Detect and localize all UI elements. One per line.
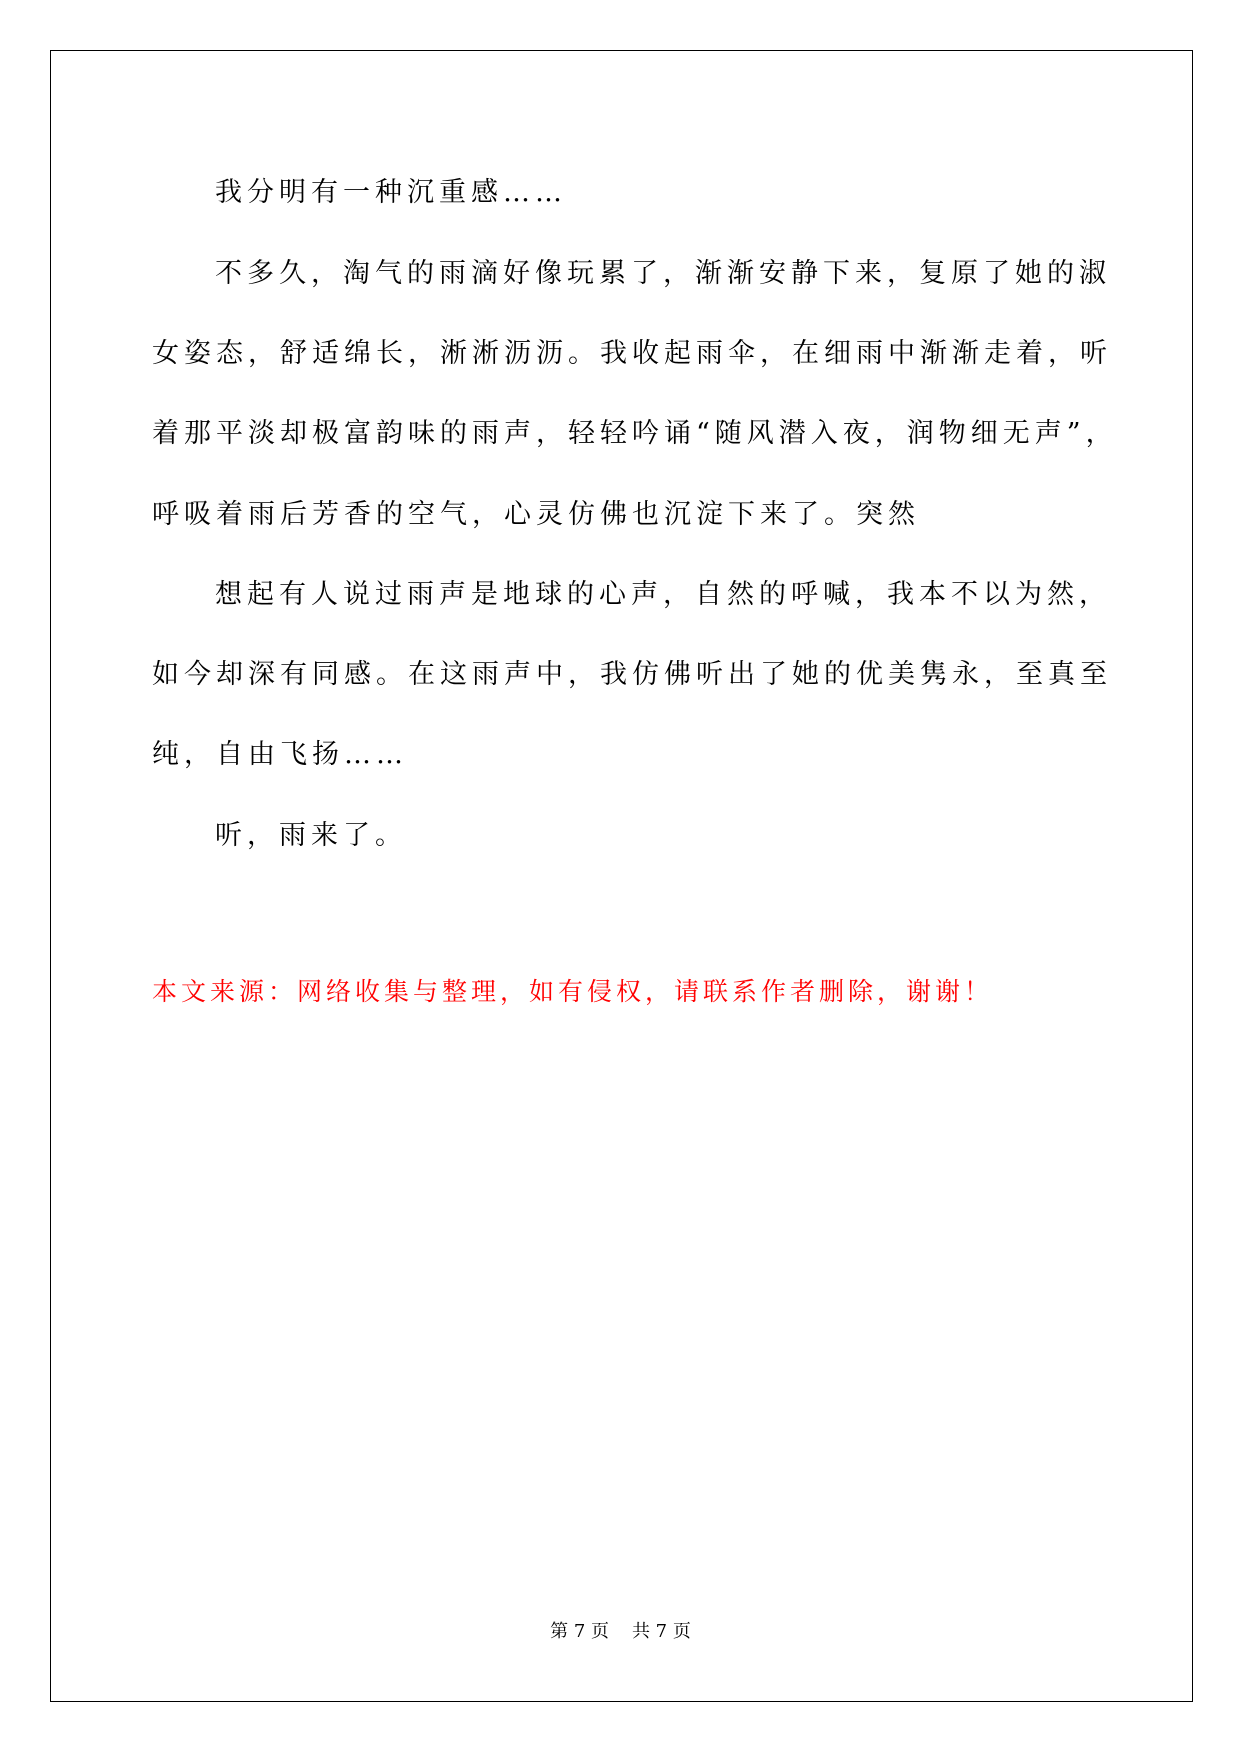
page-number-footer: 第 7 页 共 7 页 xyxy=(550,1621,691,1642)
text-line-3: 女姿态，舒适绵长，淅淅沥沥。我收起雨伞，在细雨中渐渐走着，听 xyxy=(152,338,1112,369)
text-line-7: 如今却深有同感。在这雨声中，我仿佛听出了她的优美隽永，至真至 xyxy=(152,659,1112,690)
source-note: 本文来源：网络收集与整理，如有侵权，请联系作者删除，谢谢！ xyxy=(152,977,994,1006)
page-border xyxy=(50,50,1193,1702)
text-line-6: 想起有人说过雨声是地球的心声，自然的呼喊，我本不以为然， xyxy=(215,579,1111,610)
text-line-4: 着那平淡却极富韵味的雨声，轻轻吟诵“随风潜入夜，润物细无声”， xyxy=(152,418,1118,449)
text-line-5: 呼吸着雨后芳香的空气，心灵仿佛也沉淀下来了。突然 xyxy=(152,499,920,530)
text-line-9: 听，雨来了。 xyxy=(215,820,407,851)
text-line-8: 纯，自由飞扬…… xyxy=(152,739,408,770)
text-line-1: 我分明有一种沉重感…… xyxy=(215,177,567,208)
text-line-2: 不多久，淘气的雨滴好像玩累了，渐渐安静下来，复原了她的淑 xyxy=(215,258,1111,289)
